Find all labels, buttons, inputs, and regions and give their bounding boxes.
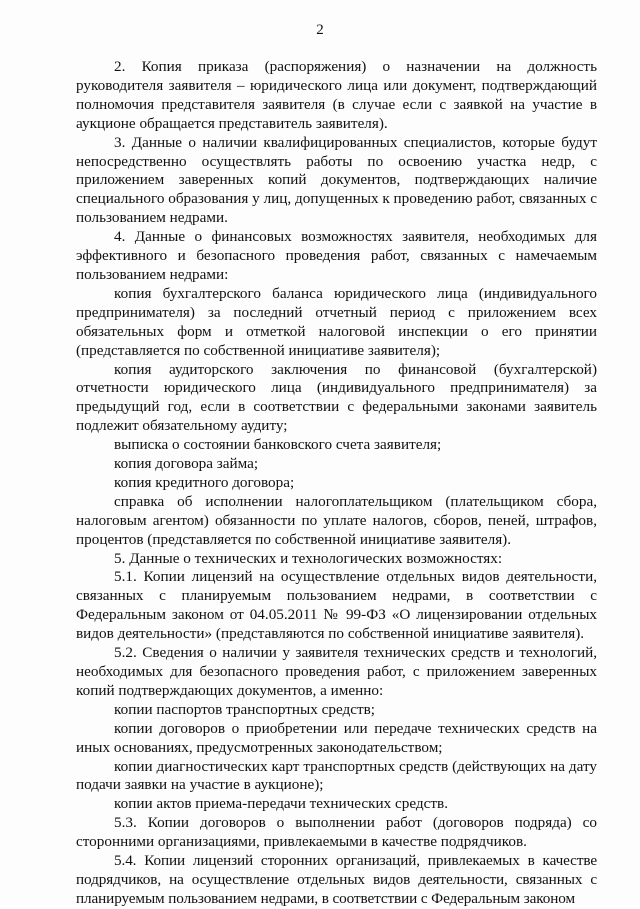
paragraph-5-4: 5.4. Копии лицензий сторонних организаций, привлекаемых в качестве подрядчиков, на осуществление отдельных видов деятельности, связанных с планируемым пользованием недрами, в соответствии с Федеральным законом	[76, 852, 597, 907]
paragraph-5: 5. Данные о технических и технологических возможностях:	[114, 549, 503, 567]
paragraph-2: 2. Копия приказа (распоряжения) о назначении на должность руководителя заявителя – юридического лица или документ, подтверждающий полномочия представителя заявителя (в случае если с заявкой на участие в аукционе обращается представитель заявителя).	[76, 58, 597, 132]
paragraph-4-tax-certificate: справка об исполнении налогоплательщиком (плательщиком сбора, налоговым агентом) обязанности по уплате налогов, сборов, пеней, штрафов, процентов (представляется по собственной инициативе заявителя).	[76, 492, 597, 548]
paragraph-4-loan: копия договора займа;	[114, 455, 259, 473]
paragraph-5-2-diagnostic-cards: копии диагностических карт транспортных средств (действующих на дату подачи заявки на участие в аукционе);	[76, 757, 597, 794]
paragraph-4: 4. Данные о финансовых возможностях заявителя, необходимых для эффективного и безопасного проведения работ, связанных с намечаемым пользованием недрами:	[76, 228, 597, 283]
paragraph-4-balance: копия бухгалтерского баланса юридического лица (индивидуального предпринимателя) за последний отчетный период с приложением всех обязательных форм и отметкой налоговой инспекции о его принятии (представляется по собственной инициативе заявителя);	[76, 284, 597, 359]
paragraph-4-audit: копия аудиторского заключения по финансовой (бухгалтерской) отчетности юридического лица (индивидуального предпринимателя) за предыдущий год, если в соответствии с федеральными законами заявитель подлежит обязательному аудиту;	[76, 360, 597, 435]
paragraph-5-2-contracts: копии договоров о приобретении или передаче технических средств на иных основаниях, предусмотренных законодательством;	[76, 719, 597, 756]
paragraph-4-bank-statement: выписка о состоянии банковского счета заявителя;	[114, 436, 442, 454]
paragraph-5-2: 5.2. Сведения о наличии у заявителя технических средств и технологий, необходимых для безопасного проведения работ, с приложением заверенных копий подтверждающих документов, а именно:	[76, 644, 597, 699]
document-body	[76, 58, 597, 909]
paragraph-4-credit: копия кредитного договора;	[114, 473, 295, 491]
paragraph-5-3: 5.3. Копии договоров о выполнении работ (договоров подряда) со сторонними организациями, привлекаемыми в качестве подрядчиков.	[76, 814, 597, 851]
paragraph-5-1: 5.1. Копии лицензий на осуществление отдельных видов деятельности, связанных с планируемым пользованием недрами, в соответствии с Федеральным законом от 04.05.2011 № 99-ФЗ «О лицензировании отдельных видов деятельности» (представляются по собственной инициативе заявителя).	[76, 568, 597, 643]
page-number: 2	[316, 22, 324, 38]
paragraph-3: 3. Данные о наличии квалифицированных специалистов, которые будут непосредственно осуществлять работы по освоению участка недр, с приложением заверенных копий документов, подтверждающих наличие специального образования у лиц, допущенных к проведению работ, связанных с пользованием недрами.	[76, 133, 597, 227]
paragraph-5-2-transfer-acts: копии актов приема-передачи технических средств.	[114, 795, 448, 813]
paragraph-5-2-passports: копии паспортов транспортных средств;	[114, 700, 375, 718]
